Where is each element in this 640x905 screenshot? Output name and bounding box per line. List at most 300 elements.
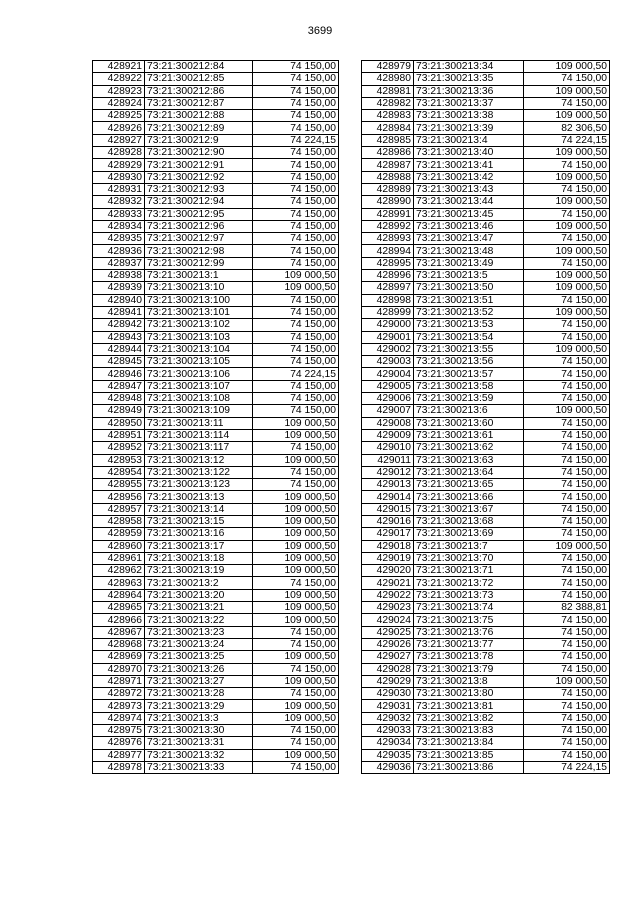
table-row [93,122,339,134]
value-cell: 109 000,50 [524,85,610,97]
cadastral-number: 73:21:300213:8 [414,675,524,687]
value-cell: 109 000,50 [253,700,339,712]
row-number: 428972 [93,688,145,700]
table-row [93,565,339,577]
cadastral-number: 73:21:300213:40 [414,147,524,159]
table-row [362,380,610,392]
row-number: 428948 [93,393,145,405]
row-number: 428988 [362,171,414,183]
row-number: 429025 [362,626,414,638]
value-cell: 74 150,00 [253,393,339,405]
cadastral-number: 73:21:300213:16 [145,528,253,540]
table-row [362,417,610,429]
table-row [93,602,339,614]
value-cell: 74 150,00 [253,737,339,749]
table-row [362,749,610,761]
table-row [93,183,339,195]
row-number: 428940 [93,294,145,306]
table-row [93,737,339,749]
table-row [93,638,339,650]
table-row [362,602,610,614]
row-number: 428961 [93,552,145,564]
value-cell: 74 150,00 [253,294,339,306]
value-cell: 74 150,00 [524,257,610,269]
row-number: 428947 [93,380,145,392]
row-number: 429020 [362,565,414,577]
cadastral-number: 73:21:300213:50 [414,282,524,294]
table-row [93,270,339,282]
table-row [93,712,339,724]
value-cell: 74 150,00 [524,393,610,405]
row-number: 429021 [362,577,414,589]
table-row [362,454,610,466]
row-number: 428994 [362,245,414,257]
table-row [93,134,339,146]
value-cell: 74 224,15 [253,368,339,380]
cadastral-number: 73:21:300213:14 [145,503,253,515]
value-cell: 74 150,00 [253,761,339,773]
table-row [362,306,610,318]
row-number: 428968 [93,638,145,650]
row-number: 428967 [93,626,145,638]
table-row [93,97,339,109]
table-row [362,528,610,540]
cadastral-number: 73:21:300213:38 [414,110,524,122]
row-number: 428953 [93,454,145,466]
cadastral-number: 73:21:300213:37 [414,97,524,109]
value-cell: 109 000,50 [253,528,339,540]
value-cell: 109 000,50 [253,651,339,663]
cadastral-number: 73:21:300213:64 [414,466,524,478]
row-number: 429022 [362,589,414,601]
table-row [93,491,339,503]
value-cell: 74 150,00 [253,220,339,232]
table-row [362,282,610,294]
row-number: 429006 [362,393,414,405]
value-cell: 74 150,00 [524,294,610,306]
table-row [362,343,610,355]
table-row [93,233,339,245]
value-cell: 109 000,50 [524,110,610,122]
row-number: 429015 [362,503,414,515]
table-row [362,429,610,441]
table-row [93,380,339,392]
cadastral-number: 73:21:300213:123 [145,479,253,491]
table-row [93,171,339,183]
table-row [93,479,339,491]
row-number: 428966 [93,614,145,626]
value-cell: 74 150,00 [524,737,610,749]
value-cell: 82 306,50 [524,122,610,134]
table-row [93,208,339,220]
value-cell: 74 150,00 [524,491,610,503]
table-row [362,220,610,232]
cadastral-number: 73:21:300213:23 [145,626,253,638]
table-row [362,651,610,663]
value-cell: 74 150,00 [524,503,610,515]
row-number: 429011 [362,454,414,466]
cadastral-number: 73:21:300213:13 [145,491,253,503]
left-table [92,60,339,774]
cadastral-number: 73:21:300212:94 [145,196,253,208]
row-number: 428962 [93,565,145,577]
table-row [362,700,610,712]
row-number: 429029 [362,675,414,687]
cadastral-number: 73:21:300213:24 [145,638,253,650]
value-cell: 74 150,00 [524,589,610,601]
value-cell: 74 150,00 [253,442,339,454]
cadastral-number: 73:21:300212:87 [145,97,253,109]
table-row [93,417,339,429]
cadastral-number: 73:21:300212:93 [145,183,253,195]
cadastral-number: 73:21:300213:100 [145,294,253,306]
value-cell: 109 000,50 [524,220,610,232]
cadastral-number: 73:21:300213:32 [145,749,253,761]
value-cell: 74 150,00 [253,577,339,589]
cadastral-number: 73:21:300213:10 [145,282,253,294]
cadastral-number: 73:21:300213:84 [414,737,524,749]
row-number: 428973 [93,700,145,712]
row-number: 428992 [362,220,414,232]
row-number: 428955 [93,479,145,491]
row-number: 429030 [362,688,414,700]
value-cell: 109 000,50 [253,602,339,614]
row-number: 428986 [362,147,414,159]
value-cell: 74 150,00 [524,651,610,663]
row-number: 428979 [362,61,414,73]
cadastral-number: 73:21:300213:49 [414,257,524,269]
row-number: 428983 [362,110,414,122]
value-cell: 109 000,50 [253,749,339,761]
row-number: 429033 [362,725,414,737]
cadastral-number: 73:21:300213:79 [414,663,524,675]
cadastral-number: 73:21:300213:22 [145,614,253,626]
row-number: 429024 [362,614,414,626]
row-number: 429035 [362,749,414,761]
table-row [362,368,610,380]
value-cell: 74 150,00 [524,429,610,441]
row-number: 428950 [93,417,145,429]
cadastral-number: 73:21:300213:20 [145,589,253,601]
value-cell: 109 000,50 [524,270,610,282]
cadastral-number: 73:21:300213:70 [414,552,524,564]
value-cell: 109 000,50 [253,712,339,724]
row-number: 428964 [93,589,145,601]
value-cell: 74 224,15 [524,134,610,146]
row-number: 428957 [93,503,145,515]
cadastral-number: 73:21:300213:36 [414,85,524,97]
table-row [362,725,610,737]
cadastral-number: 73:21:300213:81 [414,700,524,712]
value-cell: 109 000,50 [253,270,339,282]
cadastral-number: 73:21:300213:44 [414,196,524,208]
cadastral-number: 73:21:300212:9 [145,134,253,146]
value-cell: 109 000,50 [524,343,610,355]
table-row [93,196,339,208]
value-cell: 74 150,00 [253,61,339,73]
cadastral-number: 73:21:300213:15 [145,515,253,527]
row-number: 429007 [362,405,414,417]
table-row [93,110,339,122]
value-cell: 109 000,50 [253,282,339,294]
cadastral-number: 73:21:300213:109 [145,405,253,417]
row-number: 428959 [93,528,145,540]
value-cell: 74 150,00 [524,626,610,638]
cadastral-number: 73:21:300213:108 [145,393,253,405]
value-cell: 74 150,00 [524,380,610,392]
value-cell: 74 150,00 [253,196,339,208]
cadastral-number: 73:21:300213:76 [414,626,524,638]
cadastral-number: 73:21:300213:41 [414,159,524,171]
row-number: 428960 [93,540,145,552]
row-number: 428938 [93,270,145,282]
row-number: 428945 [93,356,145,368]
cadastral-number: 73:21:300213:83 [414,725,524,737]
table-row [362,405,610,417]
value-cell: 74 150,00 [524,183,610,195]
right-table [361,60,610,774]
cadastral-number: 73:21:300213:33 [145,761,253,773]
cadastral-number: 73:21:300213:75 [414,614,524,626]
value-cell: 74 150,00 [253,257,339,269]
table-row [93,343,339,355]
table-row [93,282,339,294]
value-cell: 74 150,00 [524,749,610,761]
table-row [362,491,610,503]
table-row [362,565,610,577]
value-cell: 74 150,00 [524,700,610,712]
table-row [93,663,339,675]
table-row [93,454,339,466]
table-row [93,306,339,318]
cadastral-number: 73:21:300213:72 [414,577,524,589]
table-row [93,61,339,73]
value-cell: 82 388,81 [524,602,610,614]
value-cell: 74 150,00 [524,725,610,737]
row-number: 428997 [362,282,414,294]
cadastral-number: 73:21:300212:96 [145,220,253,232]
value-cell: 109 000,50 [524,282,610,294]
table-row [362,442,610,454]
value-cell: 74 150,00 [253,245,339,257]
row-number: 429019 [362,552,414,564]
row-number: 429031 [362,700,414,712]
row-number: 429028 [362,663,414,675]
table-row [93,356,339,368]
row-number: 429036 [362,761,414,773]
cadastral-number: 73:21:300213:12 [145,454,253,466]
row-number: 428991 [362,208,414,220]
cadastral-number: 73:21:300212:99 [145,257,253,269]
table-row [362,737,610,749]
row-number: 428935 [93,233,145,245]
value-cell: 74 150,00 [524,466,610,478]
value-cell: 74 150,00 [524,454,610,466]
table-row [93,503,339,515]
row-number: 428943 [93,331,145,343]
cadastral-number: 73:21:300213:104 [145,343,253,355]
cadastral-number: 73:21:300213:74 [414,602,524,614]
cadastral-number: 73:21:300213:62 [414,442,524,454]
row-number: 428929 [93,159,145,171]
row-number: 429013 [362,479,414,491]
row-number: 428984 [362,122,414,134]
value-cell: 74 150,00 [253,306,339,318]
cadastral-number: 73:21:300213:19 [145,565,253,577]
cadastral-number: 73:21:300213:101 [145,306,253,318]
cadastral-number: 73:21:300213:57 [414,368,524,380]
cadastral-number: 73:21:300213:56 [414,356,524,368]
value-cell: 74 150,00 [524,528,610,540]
table-row [362,552,610,564]
row-number: 428944 [93,343,145,355]
table-row [362,257,610,269]
cadastral-number: 73:21:300213:48 [414,245,524,257]
value-cell: 74 150,00 [524,368,610,380]
table-row [93,589,339,601]
row-number: 428933 [93,208,145,220]
row-number: 428971 [93,675,145,687]
cadastral-number: 73:21:300213:2 [145,577,253,589]
cadastral-number: 73:21:300213:67 [414,503,524,515]
value-cell: 74 150,00 [253,183,339,195]
value-cell: 109 000,50 [524,675,610,687]
table-row [93,405,339,417]
row-number: 428925 [93,110,145,122]
value-cell: 74 150,00 [524,331,610,343]
cadastral-number: 73:21:300213:68 [414,515,524,527]
value-cell: 109 000,50 [253,429,339,441]
cadastral-number: 73:21:300213:35 [414,73,524,85]
row-number: 429032 [362,712,414,724]
value-cell: 109 000,50 [253,491,339,503]
value-cell: 74 150,00 [524,159,610,171]
value-cell: 74 150,00 [253,405,339,417]
cadastral-number: 73:21:300213:26 [145,663,253,675]
row-number: 428954 [93,466,145,478]
row-number: 428921 [93,61,145,73]
cadastral-number: 73:21:300213:103 [145,331,253,343]
table-row [93,515,339,527]
table-row [362,73,610,85]
table-row [93,749,339,761]
value-cell: 109 000,50 [253,675,339,687]
table-row [362,503,610,515]
cadastral-number: 73:21:300213:34 [414,61,524,73]
value-cell: 109 000,50 [524,61,610,73]
row-number: 429005 [362,380,414,392]
value-cell: 74 150,00 [253,208,339,220]
value-cell: 109 000,50 [524,540,610,552]
table-row [362,589,610,601]
row-number: 428926 [93,122,145,134]
row-number: 429012 [362,466,414,478]
table-row [362,663,610,675]
cadastral-number: 73:21:300212:95 [145,208,253,220]
row-number: 428969 [93,651,145,663]
cadastral-number: 73:21:300213:52 [414,306,524,318]
value-cell: 109 000,50 [524,306,610,318]
value-cell: 74 150,00 [524,233,610,245]
value-cell: 109 000,50 [253,515,339,527]
row-number: 428999 [362,306,414,318]
table-row [93,552,339,564]
cadastral-number: 73:21:300212:85 [145,73,253,85]
value-cell: 109 000,50 [253,503,339,515]
row-number: 428923 [93,85,145,97]
row-number: 429016 [362,515,414,527]
cadastral-number: 73:21:300213:122 [145,466,253,478]
cadastral-number: 73:21:300213:107 [145,380,253,392]
cadastral-number: 73:21:300213:1 [145,270,253,282]
table-row [362,577,610,589]
cadastral-number: 73:21:300213:80 [414,688,524,700]
row-number: 429034 [362,737,414,749]
row-number: 428941 [93,306,145,318]
row-number: 428952 [93,442,145,454]
value-cell: 74 150,00 [524,688,610,700]
table-row [93,331,339,343]
table-row [362,614,610,626]
value-cell: 74 224,15 [253,134,339,146]
table-row [93,245,339,257]
cadastral-number: 73:21:300213:47 [414,233,524,245]
row-number: 428942 [93,319,145,331]
cadastral-number: 73:21:300213:31 [145,737,253,749]
table-row [93,85,339,97]
cadastral-number: 73:21:300213:42 [414,171,524,183]
row-number: 428936 [93,245,145,257]
table-row [93,466,339,478]
row-number: 429010 [362,442,414,454]
table-row [362,331,610,343]
cadastral-number: 73:21:300213:43 [414,183,524,195]
value-cell: 74 150,00 [253,638,339,650]
value-cell: 74 224,15 [524,761,610,773]
row-number: 428965 [93,602,145,614]
row-number: 428981 [362,85,414,97]
row-number: 429026 [362,638,414,650]
table-row [362,61,610,73]
row-number: 428977 [93,749,145,761]
cadastral-number: 73:21:300212:90 [145,147,253,159]
table-row [362,134,610,146]
row-number: 428958 [93,515,145,527]
cadastral-number: 73:21:300213:21 [145,602,253,614]
value-cell: 74 150,00 [524,515,610,527]
value-cell: 74 150,00 [524,638,610,650]
cadastral-number: 73:21:300212:98 [145,245,253,257]
table-row [93,540,339,552]
cadastral-number: 73:21:300213:39 [414,122,524,134]
row-number: 428975 [93,725,145,737]
table-row [362,110,610,122]
table-row [93,220,339,232]
cadastral-number: 73:21:300213:114 [145,429,253,441]
row-number: 429008 [362,417,414,429]
row-number: 429018 [362,540,414,552]
cadastral-number: 73:21:300213:6 [414,405,524,417]
cadastral-number: 73:21:300213:5 [414,270,524,282]
value-cell: 74 150,00 [253,626,339,638]
row-number: 428980 [362,73,414,85]
value-cell: 74 150,00 [253,331,339,343]
row-number: 428993 [362,233,414,245]
cadastral-number: 73:21:300213:66 [414,491,524,503]
value-cell: 109 000,50 [253,417,339,429]
value-cell: 109 000,50 [253,540,339,552]
cadastral-number: 73:21:300213:102 [145,319,253,331]
